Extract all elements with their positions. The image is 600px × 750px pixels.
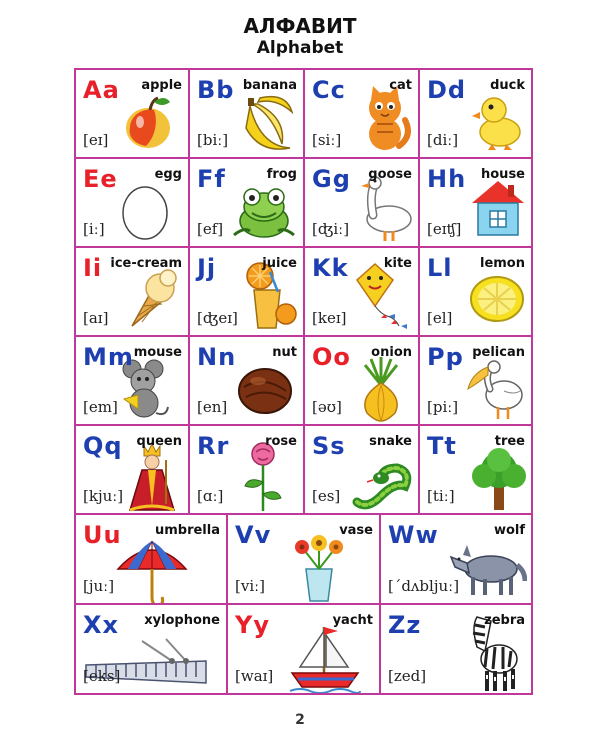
card-letter: Kk (312, 254, 349, 282)
card-word: goose (368, 167, 412, 182)
letter-card-umbrella (76, 515, 228, 605)
letter-card-apple (76, 70, 190, 159)
letter-card-lemon (420, 248, 531, 337)
card-letter: Qq (83, 432, 123, 460)
card-letter: Xx (83, 611, 119, 639)
card-letter: Vv (235, 521, 272, 549)
card-letter: Aa (83, 76, 120, 104)
letter-card-queen (76, 426, 190, 515)
letter-card-egg (76, 159, 190, 248)
card-letter: Ww (388, 521, 439, 549)
letter-card-ice-cream (76, 248, 190, 337)
letter-card-pelican (420, 337, 531, 426)
card-letter: Pp (427, 343, 464, 371)
letter-card-juice (190, 248, 305, 337)
card-transcription: [ˊdʌbljuː] (388, 577, 460, 595)
card-letter: Ff (197, 165, 226, 193)
card-letter: Ii (83, 254, 103, 282)
card-transcription: [es] (312, 487, 341, 505)
card-transcription: [viː] (235, 577, 266, 595)
card-word: apple (141, 78, 182, 93)
onion-icon (355, 355, 407, 426)
card-transcription: [diː] (427, 131, 459, 149)
tree-icon (468, 446, 530, 515)
letter-card-nut (190, 337, 305, 426)
card-word: kite (383, 256, 412, 271)
card-word: egg (154, 167, 182, 182)
card-word: duck (490, 78, 525, 93)
card-transcription: [ʤiː] (312, 220, 350, 238)
house-icon (468, 177, 528, 244)
card-transcription: [iː] (83, 220, 105, 238)
card-letter: Nn (197, 343, 237, 371)
card-letter: Tt (427, 432, 457, 460)
card-word: nut (272, 345, 297, 360)
card-transcription: [aɪ] (83, 309, 109, 327)
card-letter: Hh (427, 165, 467, 193)
card-word: snake (369, 434, 412, 449)
card-transcription: [ef] (197, 220, 224, 238)
title-english: Alphabet (256, 38, 344, 58)
card-word: tree (494, 434, 525, 449)
cat-icon (355, 84, 415, 159)
card-letter: Yy (235, 611, 271, 639)
card-letter: Oo (312, 343, 351, 371)
nut-icon (234, 361, 296, 424)
letter-card-zebra (381, 605, 531, 693)
card-transcription: [siː] (312, 131, 342, 149)
lemon-icon (466, 268, 528, 335)
letter-card-mouse (76, 337, 190, 426)
card-transcription: [zed] (388, 667, 427, 685)
card-letter: Ll (427, 254, 453, 282)
banana-icon (238, 86, 298, 157)
letter-card-kite (305, 248, 420, 337)
card-transcription: [eɪʧ] (427, 220, 462, 238)
card-transcription: [əʊ] (312, 398, 342, 416)
frog-icon (230, 183, 298, 246)
card-transcription: [piː] (427, 398, 459, 416)
yacht-icon (288, 623, 362, 693)
egg-icon (120, 179, 170, 246)
apple-icon (120, 92, 180, 157)
card-word: pelican (472, 345, 525, 360)
umbrella-icon (112, 535, 192, 605)
card-word: mouse (133, 345, 182, 360)
title-russian: АЛФАВИТ (243, 14, 357, 38)
card-word: frog (266, 167, 297, 182)
page-number: 2 (295, 712, 305, 728)
letter-card-xylophone (76, 605, 228, 693)
ice-cream-icon (122, 266, 182, 337)
letter-card-vase (228, 515, 381, 605)
card-word: vase (339, 523, 373, 538)
letter-card-onion (305, 337, 420, 426)
card-letter: Jj (197, 254, 217, 282)
card-transcription: [ʤeɪ] (197, 309, 238, 327)
card-word: juice (262, 256, 297, 271)
card-letter: Cc (312, 76, 346, 104)
card-word: onion (371, 345, 412, 360)
card-transcription: [ɑː] (197, 487, 224, 505)
card-transcription: [eɪ] (83, 131, 109, 149)
card-letter: Dd (427, 76, 467, 104)
card-word: house (481, 167, 525, 182)
card-word: zebra (484, 613, 525, 628)
goose-icon (355, 173, 415, 248)
card-word: cat (389, 78, 412, 93)
card-letter: Mm (83, 343, 134, 371)
letter-card-banana (190, 70, 305, 159)
page-header (0, 14, 600, 58)
card-letter: Gg (312, 165, 351, 193)
letter-card-wolf (381, 515, 531, 605)
alphabet-grid (74, 68, 533, 695)
card-transcription: [juː] (83, 577, 115, 595)
letter-card-rose (190, 426, 305, 515)
card-transcription: [en] (197, 398, 228, 416)
card-transcription: [waɪ] (235, 667, 274, 685)
card-letter: Ss (312, 432, 346, 460)
card-word: ice-cream (110, 256, 182, 271)
card-word: lemon (479, 256, 525, 271)
card-word: banana (242, 78, 297, 93)
card-word: rose (265, 434, 297, 449)
letter-card-tree (420, 426, 531, 515)
snake-icon (349, 448, 413, 515)
card-transcription: [em] (83, 398, 118, 416)
letter-card-duck (420, 70, 531, 159)
letter-card-snake (305, 426, 420, 515)
card-letter: Bb (197, 76, 235, 104)
card-word: queen (136, 434, 182, 449)
letter-card-frog (190, 159, 305, 248)
card-word: wolf (493, 523, 525, 538)
card-letter: Zz (388, 611, 422, 639)
rose-icon (238, 440, 288, 515)
letter-card-yacht (228, 605, 381, 693)
letter-card-house (420, 159, 531, 248)
card-transcription: [tiː] (427, 487, 455, 505)
card-letter: Ee (83, 165, 118, 193)
card-transcription: [keɪ] (312, 309, 347, 327)
letter-card-cat (305, 70, 420, 159)
card-word: yacht (332, 613, 373, 628)
pelican-icon (464, 359, 531, 426)
card-transcription: [biː] (197, 131, 229, 149)
card-letter: Uu (83, 521, 122, 549)
card-transcription: [kjuː] (83, 487, 124, 505)
card-letter: Rr (197, 432, 230, 460)
card-word: umbrella (154, 523, 220, 538)
card-transcription: [eks] (83, 667, 121, 685)
duck-icon (470, 92, 528, 157)
card-word: xylophone (144, 613, 220, 628)
letter-card-goose (305, 159, 420, 248)
card-transcription: [el] (427, 309, 453, 327)
